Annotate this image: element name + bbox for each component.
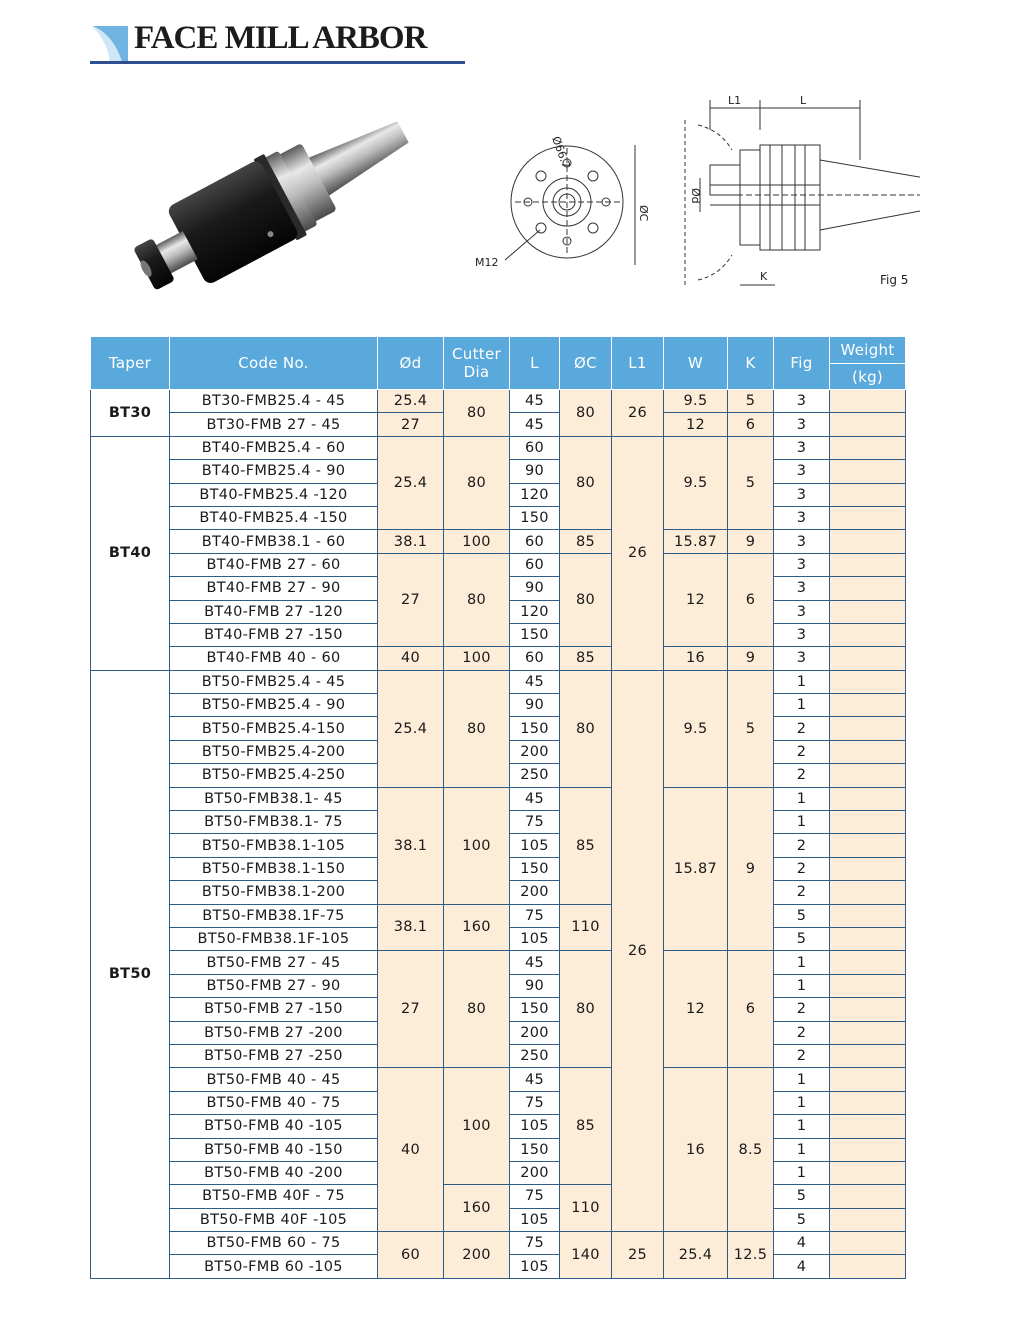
- weight-cell: [830, 1255, 906, 1278]
- l-cell: 45: [510, 951, 560, 974]
- dim-l-label: L: [800, 94, 807, 107]
- table-row: [91, 951, 906, 974]
- code-cell: BT50-FMB38.1- 75: [170, 811, 378, 834]
- fig-cell: 4: [774, 1232, 830, 1255]
- code-cell: BT40-FMB 27 -150: [170, 623, 378, 646]
- weight-cell: [830, 881, 906, 904]
- fig-cell: 3: [774, 413, 830, 436]
- cutter-cell: 160: [444, 1185, 510, 1232]
- code-cell: BT50-FMB25.4 - 45: [170, 670, 378, 693]
- code-cell: BT50-FMB 40F -105: [170, 1208, 378, 1231]
- c-cell: 80: [560, 951, 612, 1068]
- table-row: [91, 670, 906, 693]
- l-cell: 45: [510, 390, 560, 413]
- cutter-cell: 160: [444, 904, 510, 951]
- col-taper: Taper: [91, 337, 170, 390]
- c-cell: 85: [560, 647, 612, 670]
- fig-cell: 3: [774, 436, 830, 459]
- w-cell: 9.5: [664, 436, 728, 530]
- l-cell: 105: [510, 927, 560, 950]
- weight-cell: [830, 1091, 906, 1114]
- weight-cell: [830, 904, 906, 927]
- weight-cell: [830, 600, 906, 623]
- w-cell: 9.5: [664, 390, 728, 413]
- cutter-cell: 200: [444, 1232, 510, 1279]
- page-title: FACE MILL ARBOR: [134, 20, 427, 56]
- title-underline: [90, 61, 465, 64]
- code-cell: BT50-FMB38.1F-75: [170, 904, 378, 927]
- col-d: Ød: [378, 337, 444, 390]
- cutter-cell: 80: [444, 390, 510, 437]
- weight-cell: [830, 998, 906, 1021]
- title-swoosh-icon: [90, 24, 130, 64]
- code-cell: BT50-FMB38.1-150: [170, 857, 378, 880]
- code-cell: BT50-FMB 27 - 90: [170, 974, 378, 997]
- code-cell: BT40-FMB 27 -120: [170, 600, 378, 623]
- c-cell: 80: [560, 390, 612, 437]
- k-cell: 6: [728, 951, 774, 1068]
- weight-cell: [830, 787, 906, 810]
- cutter-cell: 100: [444, 530, 510, 553]
- cutter-cell: 80: [444, 951, 510, 1068]
- col-cutter-line1: Cutter: [452, 345, 501, 363]
- code-cell: BT50-FMB25.4-150: [170, 717, 378, 740]
- fig-cell: 5: [774, 1185, 830, 1208]
- k-cell: 5: [728, 436, 774, 530]
- table-row: [91, 436, 906, 459]
- weight-cell: [830, 1232, 906, 1255]
- fig-cell: 2: [774, 834, 830, 857]
- dim-k-label: K: [760, 270, 768, 283]
- thread-m12-label: M12: [475, 256, 499, 269]
- code-cell: BT50-FMB38.1-200: [170, 881, 378, 904]
- weight-cell: [830, 577, 906, 600]
- l-cell: 200: [510, 1021, 560, 1044]
- weight-cell: [830, 764, 906, 787]
- w-cell: 9.5: [664, 670, 728, 787]
- l-cell: 120: [510, 600, 560, 623]
- w-cell: 15.87: [664, 530, 728, 553]
- fig-cell: 1: [774, 787, 830, 810]
- technical-drawing: [470, 90, 920, 305]
- code-cell: BT30-FMB25.4 - 45: [170, 390, 378, 413]
- weight-cell: [830, 553, 906, 576]
- fig-cell: 1: [774, 1091, 830, 1114]
- code-cell: BT40-FMB25.4 - 60: [170, 436, 378, 459]
- col-l: L: [510, 337, 560, 390]
- l-cell: 75: [510, 811, 560, 834]
- l-cell: 75: [510, 1185, 560, 1208]
- col-l1: L1: [612, 337, 664, 390]
- l-cell: 105: [510, 834, 560, 857]
- d-cell: 25.4: [378, 436, 444, 530]
- code-cell: BT40-FMB 27 - 60: [170, 553, 378, 576]
- l-cell: 90: [510, 577, 560, 600]
- l-cell: 150: [510, 717, 560, 740]
- cutter-cell: 80: [444, 670, 510, 787]
- fig-cell: 2: [774, 764, 830, 787]
- fig-cell: 3: [774, 390, 830, 413]
- fig-cell: 1: [774, 811, 830, 834]
- k-cell: 6: [728, 553, 774, 647]
- fig-cell: 3: [774, 483, 830, 506]
- l-cell: 90: [510, 974, 560, 997]
- cutter-cell: 100: [444, 1068, 510, 1185]
- code-cell: BT50-FMB 60 -105: [170, 1255, 378, 1278]
- code-cell: BT50-FMB25.4-200: [170, 740, 378, 763]
- code-cell: BT40-FMB 40 - 60: [170, 647, 378, 670]
- code-cell: BT50-FMB25.4 - 90: [170, 694, 378, 717]
- fig-cell: 5: [774, 927, 830, 950]
- l1-cell: 26: [612, 670, 664, 1231]
- c-cell: 80: [560, 670, 612, 787]
- table-row: [91, 1068, 906, 1091]
- fig-cell: 1: [774, 670, 830, 693]
- taper-cell: BT40: [91, 436, 170, 670]
- col-fig: Fig: [774, 337, 830, 390]
- k-cell: 9: [728, 787, 774, 951]
- k-cell: 9: [728, 530, 774, 553]
- c-cell: 85: [560, 787, 612, 904]
- weight-cell: [830, 1115, 906, 1138]
- weight-cell: [830, 811, 906, 834]
- col-k: K: [728, 337, 774, 390]
- fig-cell: 5: [774, 904, 830, 927]
- d-cell: 25.4: [378, 390, 444, 413]
- l-cell: 45: [510, 1068, 560, 1091]
- l-cell: 105: [510, 1208, 560, 1231]
- weight-cell: [830, 506, 906, 529]
- fig-cell: 2: [774, 1021, 830, 1044]
- col-c: ØC: [560, 337, 612, 390]
- l-cell: 200: [510, 740, 560, 763]
- d-cell: 60: [378, 1232, 444, 1279]
- c-cell: 80: [560, 553, 612, 647]
- c-cell: 110: [560, 1185, 612, 1232]
- l-cell: 90: [510, 694, 560, 717]
- l-cell: 45: [510, 670, 560, 693]
- taper-cell: BT50: [91, 670, 170, 1278]
- c-cell: 85: [560, 1068, 612, 1185]
- code-cell: BT30-FMB 27 - 45: [170, 413, 378, 436]
- weight-cell: [830, 623, 906, 646]
- fig-cell: 1: [774, 1161, 830, 1184]
- bolt-circle-label: Ø66.7: [549, 134, 573, 171]
- l-cell: 200: [510, 881, 560, 904]
- fig-cell: 3: [774, 530, 830, 553]
- fig-cell: 3: [774, 577, 830, 600]
- code-cell: BT50-FMB 40 - 45: [170, 1068, 378, 1091]
- fig-cell: 3: [774, 647, 830, 670]
- fig-cell: 2: [774, 740, 830, 763]
- code-cell: BT50-FMB 27 - 45: [170, 951, 378, 974]
- d-cell: 25.4: [378, 670, 444, 787]
- fig-cell: 3: [774, 460, 830, 483]
- code-cell: BT40-FMB25.4 -150: [170, 506, 378, 529]
- page-title-block: [90, 18, 465, 68]
- k-cell: 5: [728, 670, 774, 787]
- fig-cell: 1: [774, 1138, 830, 1161]
- arbor-photo: [115, 100, 435, 300]
- l-cell: 105: [510, 1255, 560, 1278]
- code-cell: BT50-FMB38.1-105: [170, 834, 378, 857]
- code-cell: BT50-FMB 60 - 75: [170, 1232, 378, 1255]
- weight-cell: [830, 390, 906, 413]
- w-cell: 16: [664, 647, 728, 670]
- cutter-cell: 80: [444, 553, 510, 647]
- fig-cell: 2: [774, 881, 830, 904]
- cutter-cell: 100: [444, 787, 510, 904]
- weight-cell: [830, 670, 906, 693]
- fig-cell: 5: [774, 1208, 830, 1231]
- code-cell: BT40-FMB 27 - 90: [170, 577, 378, 600]
- w-cell: 16: [664, 1068, 728, 1232]
- fig-cell: 2: [774, 857, 830, 880]
- c-cell: 85: [560, 530, 612, 553]
- l-cell: 150: [510, 623, 560, 646]
- table-row: [91, 904, 906, 927]
- code-cell: BT40-FMB38.1 - 60: [170, 530, 378, 553]
- weight-cell: [830, 974, 906, 997]
- c-cell: 80: [560, 436, 612, 530]
- l1-cell: 26: [612, 436, 664, 670]
- spec-table: [90, 336, 906, 1279]
- weight-cell: [830, 647, 906, 670]
- code-cell: BT50-FMB 40 -150: [170, 1138, 378, 1161]
- dim-d-label: Ød: [689, 188, 702, 204]
- table-row: [91, 787, 906, 810]
- code-cell: BT50-FMB 40 - 75: [170, 1091, 378, 1114]
- weight-cell: [830, 694, 906, 717]
- fig-cell: 2: [774, 717, 830, 740]
- k-cell: 12.5: [728, 1232, 774, 1279]
- weight-cell: [830, 436, 906, 459]
- l-cell: 90: [510, 460, 560, 483]
- figure-label: Fig 5: [880, 273, 909, 287]
- c-cell: 110: [560, 904, 612, 951]
- l-cell: 150: [510, 998, 560, 1021]
- d-cell: 40: [378, 1068, 444, 1232]
- weight-cell: [830, 1021, 906, 1044]
- l-cell: 150: [510, 857, 560, 880]
- fig-cell: 3: [774, 506, 830, 529]
- fig-cell: 4: [774, 1255, 830, 1278]
- w-cell: 12: [664, 951, 728, 1068]
- table-row: [91, 1232, 906, 1255]
- fig-cell: 3: [774, 600, 830, 623]
- l-cell: 75: [510, 1232, 560, 1255]
- cutter-cell: 80: [444, 436, 510, 530]
- l-cell: 75: [510, 904, 560, 927]
- col-cutter-line2: Dia: [463, 363, 490, 381]
- table-row: [91, 553, 906, 576]
- fig-cell: 1: [774, 1068, 830, 1091]
- code-cell: BT50-FMB38.1- 45: [170, 787, 378, 810]
- weight-cell: [830, 834, 906, 857]
- d-cell: 27: [378, 413, 444, 436]
- col-cutter: [444, 337, 510, 390]
- c-cell: 140: [560, 1232, 612, 1279]
- col-weight: Weight: [830, 337, 906, 364]
- d-cell: 38.1: [378, 787, 444, 904]
- l-cell: 150: [510, 1138, 560, 1161]
- k-cell: 8.5: [728, 1068, 774, 1232]
- weight-cell: [830, 740, 906, 763]
- w-cell: 25.4: [664, 1232, 728, 1279]
- weight-cell: [830, 857, 906, 880]
- code-cell: BT50-FMB38.1F-105: [170, 927, 378, 950]
- taper-cell: BT30: [91, 390, 170, 437]
- l-cell: 60: [510, 553, 560, 576]
- dim-l1-label: L1: [728, 94, 742, 107]
- table-row: [91, 1185, 906, 1208]
- table-row: [91, 390, 906, 413]
- col-weight-unit: (kg): [830, 364, 906, 390]
- weight-cell: [830, 1208, 906, 1231]
- col-code: Code No.: [170, 337, 378, 390]
- code-cell: BT50-FMB 27 -200: [170, 1021, 378, 1044]
- weight-cell: [830, 1138, 906, 1161]
- l-cell: 75: [510, 1091, 560, 1114]
- col-w: W: [664, 337, 728, 390]
- code-cell: BT40-FMB25.4 -120: [170, 483, 378, 506]
- k-cell: 6: [728, 413, 774, 436]
- fig-cell: 1: [774, 951, 830, 974]
- l-cell: 120: [510, 483, 560, 506]
- weight-cell: [830, 1161, 906, 1184]
- fig-cell: 2: [774, 1044, 830, 1067]
- l-cell: 250: [510, 764, 560, 787]
- w-cell: 12: [664, 553, 728, 647]
- weight-cell: [830, 927, 906, 950]
- d-cell: 38.1: [378, 530, 444, 553]
- l-cell: 60: [510, 530, 560, 553]
- code-cell: BT40-FMB25.4 - 90: [170, 460, 378, 483]
- fig-cell: 1: [774, 974, 830, 997]
- weight-cell: [830, 1185, 906, 1208]
- fig-cell: 1: [774, 694, 830, 717]
- table-row: [91, 647, 906, 670]
- code-cell: BT50-FMB 27 -150: [170, 998, 378, 1021]
- fig-cell: 3: [774, 623, 830, 646]
- weight-cell: [830, 483, 906, 506]
- k-cell: 9: [728, 647, 774, 670]
- k-cell: 5: [728, 390, 774, 413]
- weight-cell: [830, 530, 906, 553]
- code-cell: BT50-FMB 27 -250: [170, 1044, 378, 1067]
- weight-cell: [830, 951, 906, 974]
- table-row: [91, 530, 906, 553]
- weight-cell: [830, 1044, 906, 1067]
- cutter-cell: 100: [444, 647, 510, 670]
- l1-cell: 25: [612, 1232, 664, 1279]
- code-cell: BT50-FMB 40 -200: [170, 1161, 378, 1184]
- weight-cell: [830, 460, 906, 483]
- code-cell: BT50-FMB 40F - 75: [170, 1185, 378, 1208]
- d-cell: 27: [378, 553, 444, 647]
- code-cell: BT50-FMB 40 -105: [170, 1115, 378, 1138]
- fig-cell: 3: [774, 553, 830, 576]
- l-cell: 45: [510, 787, 560, 810]
- weight-cell: [830, 413, 906, 436]
- fig-cell: 2: [774, 998, 830, 1021]
- d-cell: 38.1: [378, 904, 444, 951]
- l-cell: 200: [510, 1161, 560, 1184]
- fig-cell: 1: [774, 1115, 830, 1138]
- w-cell: 15.87: [664, 787, 728, 951]
- l-cell: 150: [510, 506, 560, 529]
- l-cell: 105: [510, 1115, 560, 1138]
- l-cell: 250: [510, 1044, 560, 1067]
- weight-cell: [830, 1068, 906, 1091]
- code-cell: BT50-FMB25.4-250: [170, 764, 378, 787]
- l-cell: 60: [510, 647, 560, 670]
- l-cell: 45: [510, 413, 560, 436]
- l1-cell: 26: [612, 390, 664, 437]
- w-cell: 12: [664, 413, 728, 436]
- d-cell: 27: [378, 951, 444, 1068]
- l-cell: 60: [510, 436, 560, 459]
- d-cell: 40: [378, 647, 444, 670]
- dim-c-label: ØC: [637, 205, 650, 222]
- weight-cell: [830, 717, 906, 740]
